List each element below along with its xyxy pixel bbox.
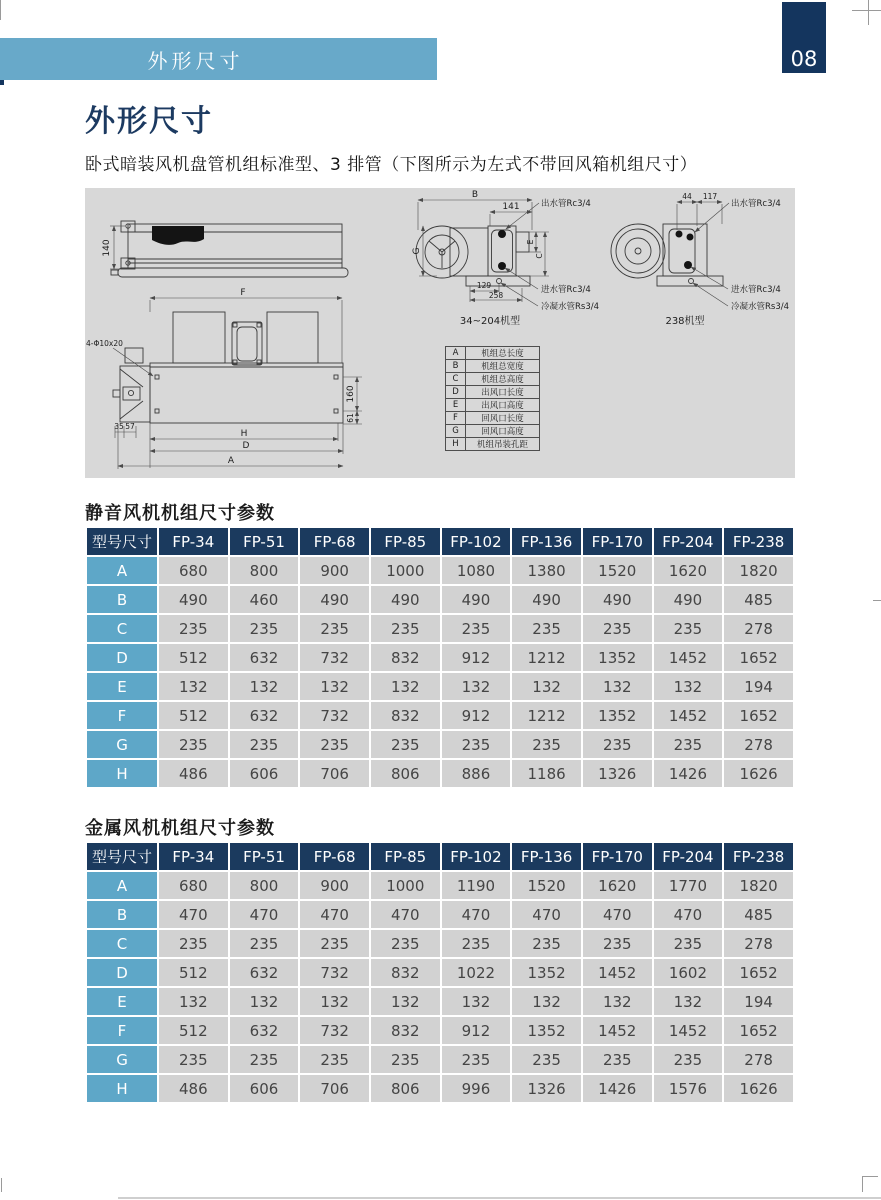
dimension-value: 235 bbox=[512, 615, 581, 642]
crop-mark-bottom-right-h bbox=[862, 1176, 878, 1177]
dimension-value: 278 bbox=[724, 615, 793, 642]
dimension-value: 235 bbox=[654, 930, 723, 957]
table2-title: 金属风机机组尺寸参数 bbox=[85, 818, 275, 839]
model-column-header: FP-204 bbox=[654, 528, 723, 555]
page-title: 外形尺寸 bbox=[85, 104, 213, 139]
row-label: B bbox=[87, 586, 157, 613]
dimension-value: 235 bbox=[442, 731, 511, 758]
dimension-value: 194 bbox=[724, 673, 793, 700]
dim-label-D: D bbox=[242, 441, 250, 451]
dimension-value: 235 bbox=[512, 1046, 581, 1073]
dimension-value: 470 bbox=[159, 901, 228, 928]
dimension-value: 900 bbox=[300, 872, 369, 899]
dim-label-B: B bbox=[471, 190, 479, 200]
dimension-value: 235 bbox=[583, 615, 652, 642]
dimension-value: 1352 bbox=[583, 702, 652, 729]
dimension-value: 235 bbox=[654, 1046, 723, 1073]
row-label: C bbox=[87, 615, 157, 642]
dimension-value: 235 bbox=[583, 731, 652, 758]
dimension-value: 1820 bbox=[724, 872, 793, 899]
model-column-header: FP-51 bbox=[230, 843, 299, 870]
dimension-value: 1652 bbox=[724, 702, 793, 729]
dimension-value: 490 bbox=[583, 586, 652, 613]
dimension-value: 832 bbox=[371, 644, 440, 671]
row-label: G bbox=[446, 425, 466, 438]
dimension-drawing bbox=[85, 188, 795, 478]
page-bottom-edge bbox=[118, 1197, 881, 1199]
dimension-value: 235 bbox=[230, 731, 299, 758]
dimension-value: 512 bbox=[159, 1017, 228, 1044]
dimension-value: 1626 bbox=[724, 760, 793, 787]
dimension-value: 235 bbox=[512, 930, 581, 957]
dimension-value: 732 bbox=[300, 702, 369, 729]
dimension-value: 132 bbox=[300, 988, 369, 1015]
dim-label-C: C bbox=[535, 253, 544, 259]
dimension-value: 490 bbox=[159, 586, 228, 613]
dimension-value: 606 bbox=[230, 1075, 299, 1102]
table-row bbox=[87, 988, 793, 1015]
dimension-value: 1452 bbox=[654, 702, 723, 729]
row-label: F bbox=[87, 1017, 157, 1044]
row-label: E bbox=[87, 673, 157, 700]
model-column-header: FP-34 bbox=[159, 528, 228, 555]
dimension-value: 1426 bbox=[654, 760, 723, 787]
dimension-value: 132 bbox=[512, 988, 581, 1015]
dimension-value: 132 bbox=[442, 673, 511, 700]
dimension-value: 512 bbox=[159, 702, 228, 729]
silent-fan-dimension-table bbox=[85, 526, 795, 789]
dimension-value: 832 bbox=[371, 959, 440, 986]
dimension-value: 1212 bbox=[512, 702, 581, 729]
dimension-value: 235 bbox=[583, 930, 652, 957]
dimension-value: 912 bbox=[442, 1017, 511, 1044]
dimension-value: 回风口长度 bbox=[466, 412, 540, 425]
dimension-value: 460 bbox=[230, 586, 299, 613]
model-column-header: FP-102 bbox=[442, 528, 511, 555]
row-label: G bbox=[87, 1046, 157, 1073]
dimension-value: 1326 bbox=[583, 760, 652, 787]
page-subtitle: 卧式暗装风机盘管机组标准型、3 排管（下图所示为左式不带回风箱机组尺寸） bbox=[85, 155, 698, 175]
metal-fan-dimension-table bbox=[85, 841, 795, 1104]
dimension-value: 680 bbox=[159, 557, 228, 584]
dimension-value: 680 bbox=[159, 872, 228, 899]
dim-label-258: 258 bbox=[488, 291, 504, 300]
table-row bbox=[87, 702, 793, 729]
table-row bbox=[87, 644, 793, 671]
dimension-value: 回风口高度 bbox=[466, 425, 540, 438]
dimension-value: 278 bbox=[724, 1046, 793, 1073]
dimension-value: 1452 bbox=[654, 1017, 723, 1044]
dimension-value: 235 bbox=[512, 731, 581, 758]
row-label: A bbox=[87, 872, 157, 899]
view1-caption: 34~204机型 bbox=[459, 316, 521, 327]
model-column-header: FP-51 bbox=[230, 528, 299, 555]
dimension-value: 1620 bbox=[654, 557, 723, 584]
dim-label-117: 117 bbox=[702, 192, 718, 201]
row-label: H bbox=[87, 760, 157, 787]
dimension-value: 732 bbox=[300, 644, 369, 671]
dimension-value: 470 bbox=[371, 901, 440, 928]
end-view-34-204 bbox=[416, 226, 530, 286]
model-column-header: FP-136 bbox=[512, 528, 581, 555]
dimension-value: 机组总宽度 bbox=[466, 360, 540, 373]
dimension-value: 235 bbox=[371, 930, 440, 957]
dimension-value: 132 bbox=[371, 673, 440, 700]
crop-mark-bottom-left bbox=[1, 1178, 2, 1192]
crop-mark-right-middle bbox=[873, 600, 881, 601]
model-column-header: FP-102 bbox=[442, 843, 511, 870]
dimension-value: 278 bbox=[724, 731, 793, 758]
dimension-value: 1652 bbox=[724, 959, 793, 986]
dimension-value: 235 bbox=[159, 930, 228, 957]
dimension-value: 机组总长度 bbox=[466, 347, 540, 360]
banner-title: 外形尺寸 bbox=[147, 48, 244, 73]
table-row bbox=[446, 373, 540, 386]
table-row bbox=[87, 930, 793, 957]
dimension-value: 490 bbox=[371, 586, 440, 613]
dimension-value: 485 bbox=[724, 586, 793, 613]
table-row bbox=[87, 1075, 793, 1102]
table1-title: 静音风机机组尺寸参数 bbox=[85, 503, 275, 524]
row-label: E bbox=[87, 988, 157, 1015]
dimension-value: 235 bbox=[230, 615, 299, 642]
dimension-value: 235 bbox=[159, 615, 228, 642]
table-row bbox=[87, 557, 793, 584]
dim-label-57: 57 bbox=[125, 422, 135, 431]
dimension-value: 732 bbox=[300, 959, 369, 986]
dim-label-61: 61 bbox=[346, 413, 355, 423]
dimension-value: 235 bbox=[654, 731, 723, 758]
dimension-value: 632 bbox=[230, 644, 299, 671]
table-row bbox=[87, 615, 793, 642]
dimension-value: 132 bbox=[159, 988, 228, 1015]
dimension-value: 235 bbox=[371, 615, 440, 642]
row-label: C bbox=[87, 930, 157, 957]
dimension-value: 1190 bbox=[442, 872, 511, 899]
dimension-value: 235 bbox=[230, 1046, 299, 1073]
crop-mark-bottom-right-v bbox=[862, 1176, 863, 1192]
table-row bbox=[446, 386, 540, 399]
dim-label-F: F bbox=[240, 288, 246, 298]
dimension-value: 470 bbox=[442, 901, 511, 928]
dimension-value: 832 bbox=[371, 1017, 440, 1044]
dimension-value: 132 bbox=[654, 988, 723, 1015]
inlet-pipe-label: 进水管Rc3/4 bbox=[541, 285, 591, 295]
dimension-value: 235 bbox=[300, 930, 369, 957]
dimension-value: 235 bbox=[442, 930, 511, 957]
page-number-tab bbox=[782, 2, 826, 73]
dimension-value: 1820 bbox=[724, 557, 793, 584]
model-column-header: FP-238 bbox=[724, 528, 793, 555]
dimension-value: 132 bbox=[230, 988, 299, 1015]
table-row bbox=[87, 760, 793, 787]
table-row bbox=[446, 438, 540, 451]
table-row bbox=[87, 901, 793, 928]
dim-label-160: 160 bbox=[346, 385, 356, 403]
model-column-header: FP-136 bbox=[512, 843, 581, 870]
table-row bbox=[446, 412, 540, 425]
table-row bbox=[87, 586, 793, 613]
dim-label-140: 140 bbox=[102, 239, 112, 257]
model-column-header: FP-68 bbox=[300, 528, 369, 555]
row-label: B bbox=[87, 901, 157, 928]
dimension-value: 132 bbox=[654, 673, 723, 700]
dimension-value: 1520 bbox=[512, 872, 581, 899]
model-column-header: FP-170 bbox=[583, 528, 652, 555]
table-row bbox=[446, 360, 540, 373]
row-label: C bbox=[446, 373, 466, 386]
dimension-value: 512 bbox=[159, 959, 228, 986]
dim-label-141: 141 bbox=[502, 202, 520, 212]
dim-label-44: 44 bbox=[682, 192, 692, 201]
dimension-value: 900 bbox=[300, 557, 369, 584]
table-row bbox=[87, 872, 793, 899]
dimension-value: 机组吊装孔距 bbox=[466, 438, 540, 451]
dimension-value: 1080 bbox=[442, 557, 511, 584]
dimension-value: 996 bbox=[442, 1075, 511, 1102]
dimension-value: 278 bbox=[724, 930, 793, 957]
table-row bbox=[87, 731, 793, 758]
dimension-value: 235 bbox=[159, 731, 228, 758]
insulation-shade bbox=[152, 226, 204, 245]
model-column-header: FP-238 bbox=[724, 843, 793, 870]
dimension-value: 1000 bbox=[371, 557, 440, 584]
dimension-value: 470 bbox=[583, 901, 652, 928]
dimension-value: 912 bbox=[442, 702, 511, 729]
dimension-value: 470 bbox=[654, 901, 723, 928]
drain-pipe-label: 冷凝水管Rs3/4 bbox=[731, 302, 790, 312]
dimension-value: 235 bbox=[371, 731, 440, 758]
dimension-value: 1380 bbox=[512, 557, 581, 584]
dimension-value: 1576 bbox=[654, 1075, 723, 1102]
dimension-value: 470 bbox=[300, 901, 369, 928]
dimension-value: 1326 bbox=[512, 1075, 581, 1102]
dimension-value: 1452 bbox=[583, 959, 652, 986]
dimension-value: 490 bbox=[442, 586, 511, 613]
fan-icon bbox=[611, 224, 665, 278]
dimension-value: 1652 bbox=[724, 1017, 793, 1044]
row-label: A bbox=[87, 557, 157, 584]
dimension-value: 806 bbox=[371, 1075, 440, 1102]
dimension-value: 235 bbox=[371, 1046, 440, 1073]
dimension-value: 132 bbox=[230, 673, 299, 700]
dimension-value: 832 bbox=[371, 702, 440, 729]
dimension-value: 1452 bbox=[583, 1017, 652, 1044]
table-row bbox=[446, 399, 540, 412]
model-column-header: FP-170 bbox=[583, 843, 652, 870]
dimension-value: 1626 bbox=[724, 1075, 793, 1102]
holes-label: 4-Φ10x20 bbox=[86, 339, 123, 348]
dimension-value: 490 bbox=[654, 586, 723, 613]
dim-label-A: A bbox=[227, 456, 235, 466]
dim-label-35: 35 bbox=[114, 422, 124, 431]
dimension-legend bbox=[445, 346, 540, 451]
dimension-value: 490 bbox=[512, 586, 581, 613]
section-banner bbox=[0, 38, 437, 80]
dimension-value: 800 bbox=[230, 557, 299, 584]
dimension-value: 132 bbox=[371, 988, 440, 1015]
crop-mark-top-left bbox=[0, 0, 1, 20]
dimension-value: 1212 bbox=[512, 644, 581, 671]
row-label: E bbox=[446, 399, 466, 412]
dimension-value: 486 bbox=[159, 1075, 228, 1102]
dimension-value: 235 bbox=[442, 615, 511, 642]
drain-pipe-label: 冷凝水管Rs3/4 bbox=[541, 302, 600, 312]
dimension-value: 132 bbox=[512, 673, 581, 700]
dimension-value: 1652 bbox=[724, 644, 793, 671]
dimension-value: 706 bbox=[300, 760, 369, 787]
dimension-value: 800 bbox=[230, 872, 299, 899]
table-row bbox=[446, 347, 540, 360]
inlet-pipe-label: 进水管Rc3/4 bbox=[731, 285, 781, 295]
row-label: D bbox=[87, 959, 157, 986]
dimension-value: 235 bbox=[654, 615, 723, 642]
end-view-238 bbox=[611, 224, 723, 286]
dimension-value: 235 bbox=[230, 930, 299, 957]
model-column-header: FP-85 bbox=[371, 528, 440, 555]
table-row bbox=[87, 673, 793, 700]
model-column-header: FP-85 bbox=[371, 843, 440, 870]
dimension-value: 194 bbox=[724, 988, 793, 1015]
table-row bbox=[87, 959, 793, 986]
dimension-value: 806 bbox=[371, 760, 440, 787]
dimension-value: 886 bbox=[442, 760, 511, 787]
dim-label-129: 129 bbox=[476, 281, 492, 290]
dimension-value: 606 bbox=[230, 760, 299, 787]
dimension-value: 1022 bbox=[442, 959, 511, 986]
dimension-value: 1352 bbox=[512, 959, 581, 986]
dimension-value: 132 bbox=[583, 988, 652, 1015]
outlet-pipe-label: 出水管Rc3/4 bbox=[541, 199, 591, 209]
table-row bbox=[87, 1017, 793, 1044]
side-view bbox=[111, 221, 348, 277]
dim-label-H: H bbox=[240, 429, 248, 439]
row-label: G bbox=[87, 731, 157, 758]
table-row bbox=[446, 425, 540, 438]
dimension-value: 机组总高度 bbox=[466, 373, 540, 386]
dimension-value: 1452 bbox=[654, 644, 723, 671]
dimension-value: 132 bbox=[442, 988, 511, 1015]
model-size-header: 型号尺寸 bbox=[87, 528, 157, 555]
dimension-value: 235 bbox=[442, 1046, 511, 1073]
dimension-value: 632 bbox=[230, 959, 299, 986]
crop-mark-top-right-v bbox=[868, 0, 869, 25]
dim-label-E: E bbox=[526, 239, 535, 245]
dimension-value: 490 bbox=[300, 586, 369, 613]
dimension-value: 512 bbox=[159, 644, 228, 671]
row-label: H bbox=[446, 438, 466, 451]
row-label: H bbox=[87, 1075, 157, 1102]
dimension-value: 1620 bbox=[583, 872, 652, 899]
dimension-value: 632 bbox=[230, 1017, 299, 1044]
dimension-value: 235 bbox=[159, 1046, 228, 1073]
row-label: F bbox=[87, 702, 157, 729]
dimension-value: 470 bbox=[512, 901, 581, 928]
dimension-value: 470 bbox=[230, 901, 299, 928]
dimension-value: 706 bbox=[300, 1075, 369, 1102]
dimension-value: 132 bbox=[159, 673, 228, 700]
outlet-pipe-label: 出水管Rc3/4 bbox=[731, 199, 781, 209]
dim-label-G: G bbox=[412, 247, 422, 255]
dimension-value: 1602 bbox=[654, 959, 723, 986]
dimension-value: 235 bbox=[583, 1046, 652, 1073]
dimension-value: 235 bbox=[300, 1046, 369, 1073]
dimension-value: 1352 bbox=[583, 644, 652, 671]
dimension-value: 485 bbox=[724, 901, 793, 928]
dimension-value: 出风口高度 bbox=[466, 399, 540, 412]
dimension-value: 1520 bbox=[583, 557, 652, 584]
row-label: A bbox=[446, 347, 466, 360]
dimension-value: 出风口长度 bbox=[466, 386, 540, 399]
model-column-header: FP-68 bbox=[300, 843, 369, 870]
dimension-value: 132 bbox=[583, 673, 652, 700]
dimension-value: 1770 bbox=[654, 872, 723, 899]
dimension-value: 1352 bbox=[512, 1017, 581, 1044]
dimension-value: 486 bbox=[159, 760, 228, 787]
model-column-header: FP-34 bbox=[159, 843, 228, 870]
model-column-header: FP-204 bbox=[654, 843, 723, 870]
dimension-value: 235 bbox=[300, 731, 369, 758]
row-label: B bbox=[446, 360, 466, 373]
fan-icon bbox=[416, 226, 468, 278]
view2-caption: 238机型 bbox=[665, 316, 705, 327]
plan-view bbox=[113, 312, 343, 423]
dimension-value: 912 bbox=[442, 644, 511, 671]
drawing-canvas bbox=[85, 188, 795, 478]
table-row bbox=[87, 1046, 793, 1073]
dimension-value: 1426 bbox=[583, 1075, 652, 1102]
dimension-value: 132 bbox=[300, 673, 369, 700]
crop-mark-top-right-h bbox=[852, 10, 881, 11]
dimension-value: 1000 bbox=[371, 872, 440, 899]
page-number: 08 bbox=[790, 47, 818, 71]
model-size-header: 型号尺寸 bbox=[87, 843, 157, 870]
dimension-value: 632 bbox=[230, 702, 299, 729]
row-label: D bbox=[87, 644, 157, 671]
dimension-value: 1186 bbox=[512, 760, 581, 787]
row-label: D bbox=[446, 386, 466, 399]
row-label: F bbox=[446, 412, 466, 425]
dimension-value: 235 bbox=[300, 615, 369, 642]
dimension-value: 732 bbox=[300, 1017, 369, 1044]
